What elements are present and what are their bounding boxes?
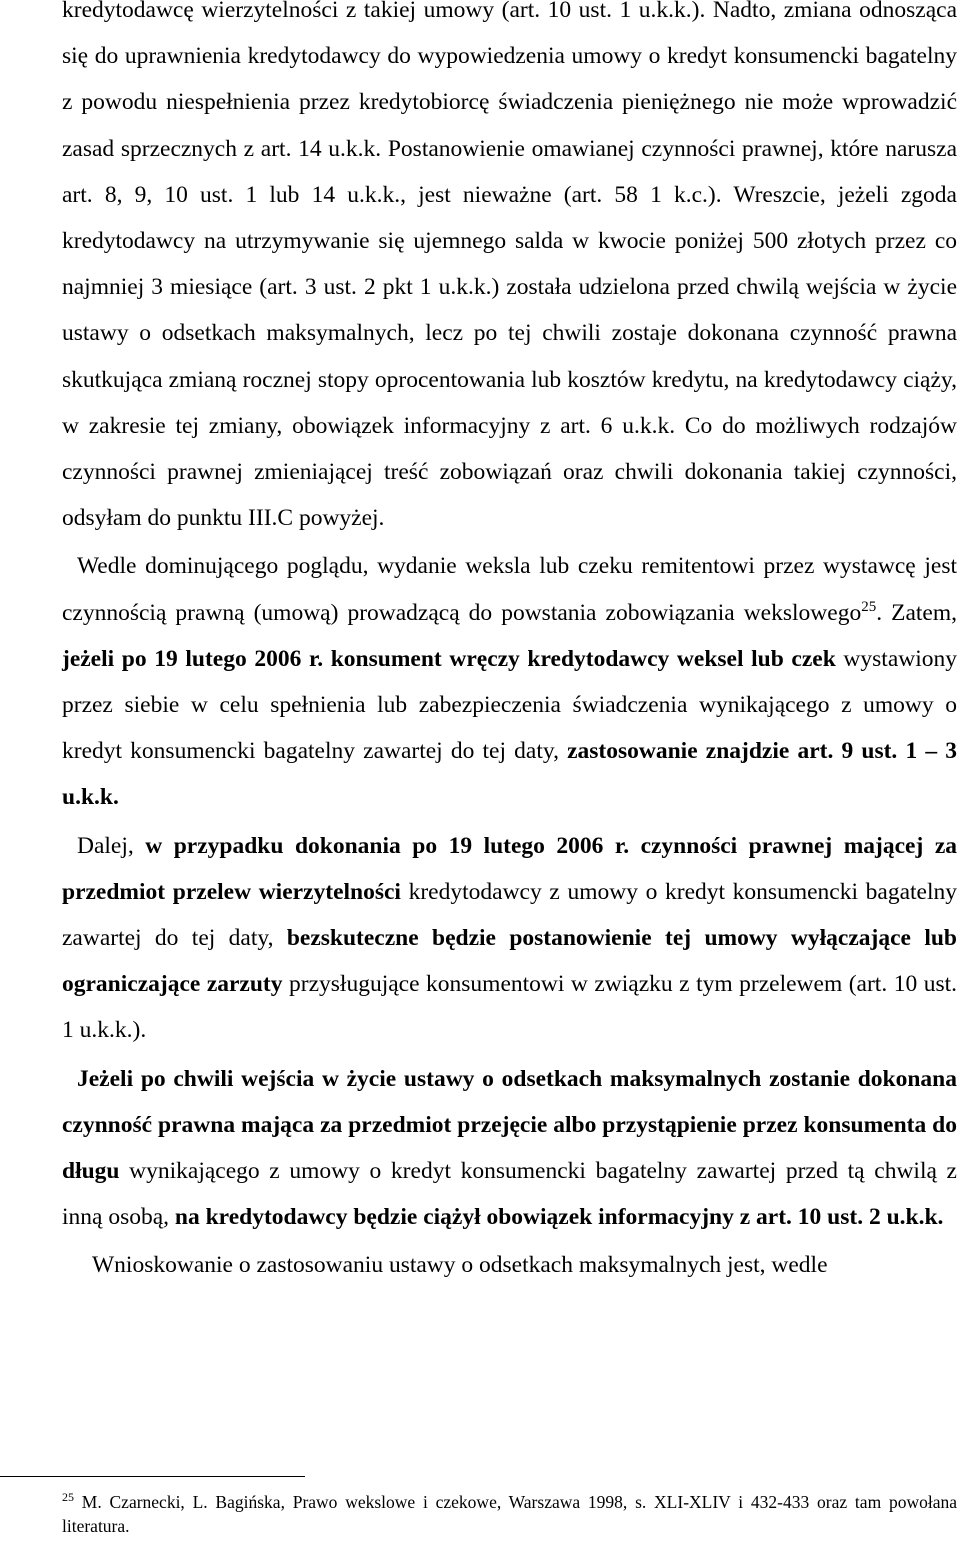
document-page: [62, 0, 957, 1289]
paragraph-4-text-a: wynikającego z umowy o kredyt konsumencki bagatelny zawartej przed tą chwilą z inną osobą,: [62, 1158, 957, 1231]
paragraph-1-text: kredytodawcę wierzytelności z takiej umowy (art. 10 ust. 1 u.k.k.). Nadto, zmiana odnosząca się do uprawnienia kredytodawcy do wypowiedzenia umowy o kredyt konsumencki bagatelny z powodu niespełnienia przez kredytobiorcę świadczenia pieniężnego nie może wprowadzić zasad sprzecznych z art. 14 u.k.k. Postanowienie omawianej czynności prawnej, które narusza art. 8, 9, 10 ust. 1 lub 14 u.k.k., jest nieważne (art. 58 1 k.c.). Wreszcie, jeżeli zgoda kredytodawcy na utrzymywanie się ujemnego salda w kwocie poniżej 500 złotych przez co najmniej 3 miesiące (art. 3 ust. 2 pkt 1 u.k.k.) została udzielona przed chwilą wejścia w życie ustawy o odsetkach maksymalnych, lecz po tej chwili zostaje dokonana czynność prawna skutkująca zmianą rocznej stopy oprocentowania lub kosztów kredytu, na kredytodawcy ciąży, w zakresie tej zmiany, obowiązek informacyjny z art. 6 u.k.k. Co do możliwych rodzajów czynności prawnej zmieniającej treść zobowiązań oraz chwili dokonania takiej czynności, odsyłam do punktu III.C powyżej.: [62, 0, 957, 532]
paragraph-2-text-a: Wedle dominującego poglądu, wydanie weksla lub czeku remitentowi przez wystawcę jest czynnością prawną (umową) prowadzącą do powstania zobowiązania wekslowego: [62, 553, 957, 626]
footnote-number: 25: [62, 1490, 74, 1505]
paragraph-3-bold-b: bezskuteczne będzie postanowienie tej umowy wyłączające lub ograniczające zarzuty: [62, 925, 957, 998]
paragraph-3-bold-a: w przypadku dokonania po 19 lutego 2006 r. czynności prawnej mającej za przedmiot przelew wierzytelności: [62, 832, 957, 905]
paragraph-3: [62, 823, 957, 1054]
paragraph-5-text: Wnioskowanie o zastosowaniu ustawy o odsetkach maksymalnych jest, wedle: [92, 1252, 828, 1279]
paragraph-3-text-a: Dalej,: [77, 832, 146, 859]
paragraph-1: [62, 0, 957, 541]
paragraph-2-text-c: wystawiony przez siebie w celu spełnienia lub zabezpieczenia świadczenia wynikającego z umowy o kredyt konsumencki bagatelny zawartej do tej daty,: [62, 645, 957, 765]
paragraph-5: [62, 1242, 957, 1288]
footnote-separator: [0, 1476, 305, 1477]
footnote: [62, 1490, 957, 1538]
paragraph-2: [62, 543, 957, 820]
paragraph-3-text-c: przysługujące konsumentowi w związku z tym przelewem (art. 10 ust. 1 u.k.k.).: [62, 971, 957, 1044]
footnote-reference[interactable]: 25: [861, 598, 877, 615]
paragraph-2-text-b: . Zatem,: [876, 599, 958, 626]
paragraph-2-bold-b: zastosowanie znajdzie art. 9 ust. 1 – 3 u.k.k.: [62, 738, 957, 811]
paragraph-4: [62, 1056, 957, 1241]
paragraph-2-bold-a: jeżeli po 19 lutego 2006 r. konsument wręczy kredytodawcy weksel lub czek: [62, 645, 836, 672]
paragraph-4-bold-b: na kredytodawcy będzie ciążył obowiązek informacyjny z art. 10 ust. 2 u.k.k.: [174, 1204, 944, 1231]
paragraph-3-text-b: kredytodawcy z umowy o kredyt konsumencki bagatelny zawartej do tej daty,: [62, 878, 957, 952]
paragraph-4-bold-a: Jeżeli po chwili wejścia w życie ustawy o odsetkach maksymalnych zostanie dokonana czynność prawna mająca za przedmiot przejęcie albo przystąpienie przez konsumenta do długu: [62, 1065, 957, 1185]
footnote-text: M. Czarnecki, L. Bagińska, Prawo wekslowe i czekowe, Warszawa 1998, s. XLI-XLIV i 432-433 oraz tam powołana literatura.: [62, 1492, 957, 1536]
